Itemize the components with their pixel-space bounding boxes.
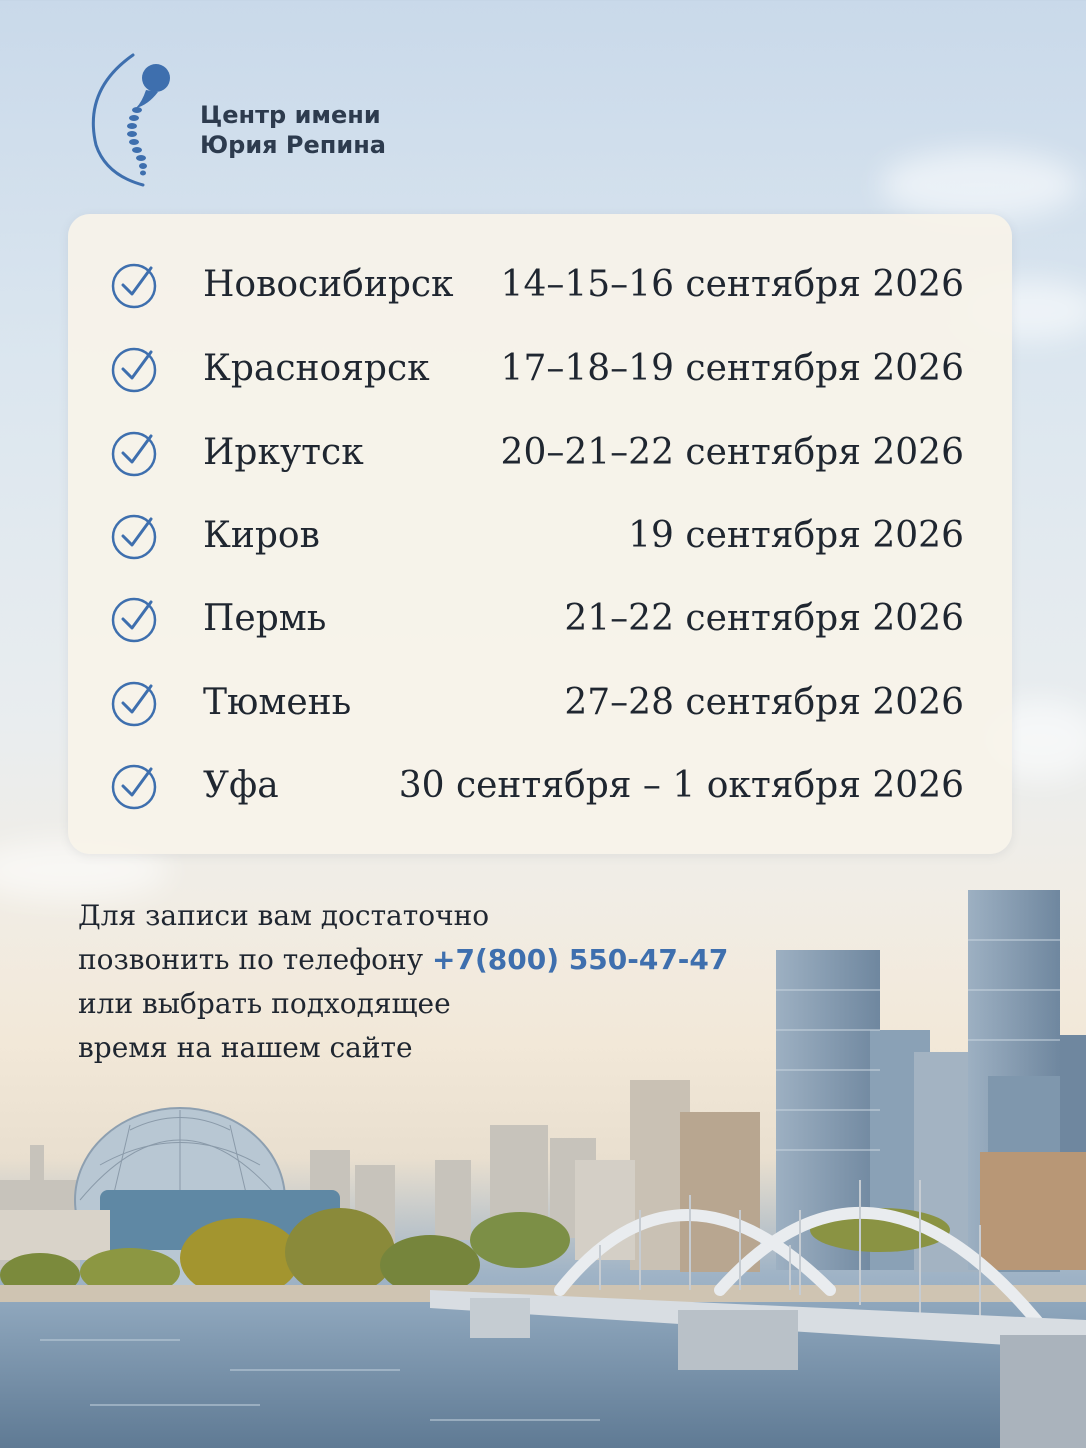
schedule-row <box>68 338 1012 398</box>
brand-name-line1: Центр имени <box>200 101 381 129</box>
schedule-card <box>68 214 1012 854</box>
brand-name-line2: Юрия Репина <box>200 131 386 159</box>
visit-dates: 17–18–19 сентября 2026 <box>500 348 964 389</box>
visit-dates: 30 сентября – 1 октября 2026 <box>398 765 964 806</box>
booking-info-line: Для записи вам достаточно <box>78 899 490 932</box>
city-name: Тюмень <box>203 682 352 723</box>
schedule-row <box>68 505 1012 565</box>
check-circle-icon <box>110 594 160 644</box>
booking-info-line: или выбрать подходящее <box>78 987 451 1020</box>
city-name: Киров <box>203 515 320 556</box>
visit-dates: 19 сентября 2026 <box>628 515 964 556</box>
schedule-row <box>68 422 1012 482</box>
spine-silhouette-icon <box>88 50 188 190</box>
booking-info-line <box>78 938 778 982</box>
phone-number-link[interactable]: +7(800) 550-47-47 <box>432 943 729 976</box>
schedule-row <box>68 672 1012 732</box>
booking-info <box>78 894 778 1070</box>
booking-info-text: позвонить по телефону <box>78 943 433 976</box>
check-circle-icon <box>110 678 160 728</box>
schedule-row <box>68 755 1012 815</box>
schedule-row <box>68 588 1012 648</box>
visit-dates: 27–28 сентября 2026 <box>564 682 964 723</box>
booking-info-line: время на нашем сайте <box>78 1031 413 1064</box>
city-name: Уфа <box>203 765 279 806</box>
check-circle-icon <box>110 428 160 478</box>
city-name: Новосибирск <box>203 264 454 305</box>
check-circle-icon <box>110 761 160 811</box>
city-name: Пермь <box>203 598 327 639</box>
background-cloud <box>880 150 1080 220</box>
visit-dates: 14–15–16 сентября 2026 <box>500 264 964 305</box>
city-name: Иркутск <box>203 432 364 473</box>
check-circle-icon <box>110 344 160 394</box>
visit-dates: 20–21–22 сентября 2026 <box>500 432 964 473</box>
schedule-row <box>68 254 1012 314</box>
check-circle-icon <box>110 511 160 561</box>
city-name: Красноярск <box>203 348 430 389</box>
check-circle-icon <box>110 260 160 310</box>
brand-name <box>200 100 386 160</box>
visit-dates: 21–22 сентября 2026 <box>564 598 964 639</box>
